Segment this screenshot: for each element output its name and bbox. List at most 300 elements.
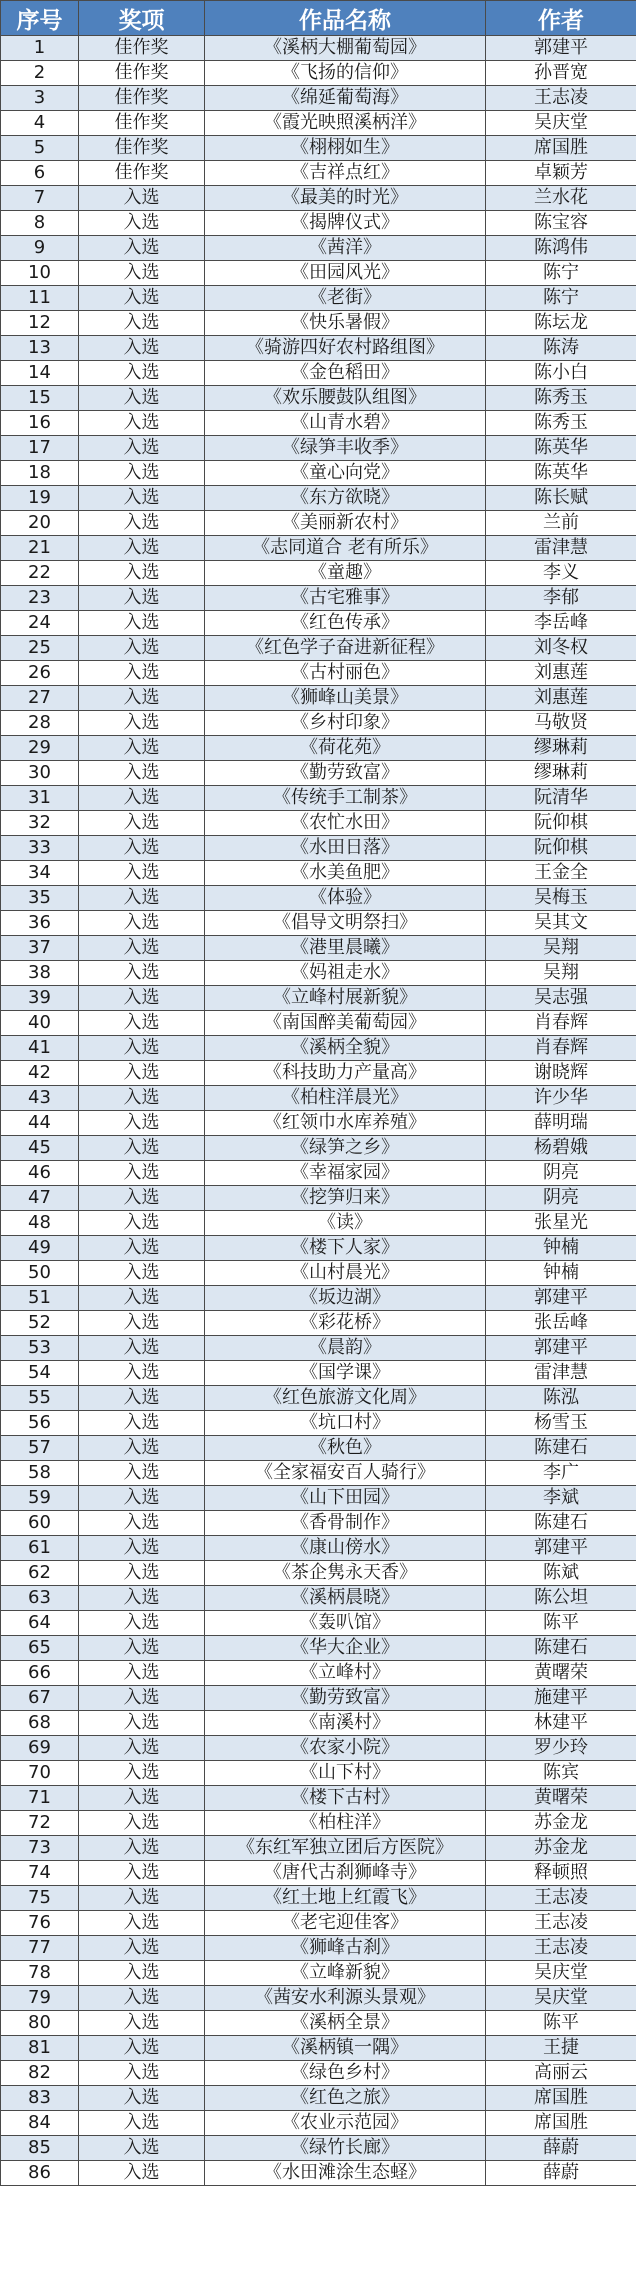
cell-title: 《田园风光》 bbox=[205, 261, 486, 286]
cell-index: 68 bbox=[1, 1711, 79, 1736]
table-row bbox=[1, 786, 636, 811]
cell-title: 《体验》 bbox=[205, 886, 486, 911]
cell-title: 《狮峰古刹》 bbox=[205, 1936, 486, 1961]
table-row bbox=[1, 2011, 636, 2036]
cell-award: 入选 bbox=[79, 486, 205, 511]
cell-author: 薛蔚 bbox=[486, 2136, 636, 2161]
table-row bbox=[1, 186, 636, 211]
cell-title: 《绵延葡萄海》 bbox=[205, 86, 486, 111]
cell-index: 84 bbox=[1, 2111, 79, 2136]
cell-author: 陈平 bbox=[486, 1611, 636, 1636]
cell-author: 雷津慧 bbox=[486, 536, 636, 561]
cell-title: 《康山傍水》 bbox=[205, 1536, 486, 1561]
table-row bbox=[1, 686, 636, 711]
cell-author: 兰前 bbox=[486, 511, 636, 536]
cell-title: 《红色之旅》 bbox=[205, 2086, 486, 2111]
cell-award: 入选 bbox=[79, 1961, 205, 1986]
cell-title: 《全家福安百人骑行》 bbox=[205, 1461, 486, 1486]
cell-title: 《狮峰山美景》 bbox=[205, 686, 486, 711]
cell-award: 入选 bbox=[79, 1636, 205, 1661]
cell-title: 《古村丽色》 bbox=[205, 661, 486, 686]
cell-title: 《溪柄全景》 bbox=[205, 2011, 486, 2036]
cell-index: 45 bbox=[1, 1136, 79, 1161]
cell-title: 《飞扬的信仰》 bbox=[205, 61, 486, 86]
cell-award: 入选 bbox=[79, 686, 205, 711]
table-row bbox=[1, 1011, 636, 1036]
cell-award: 入选 bbox=[79, 1711, 205, 1736]
cell-index: 14 bbox=[1, 361, 79, 386]
cell-author: 施建平 bbox=[486, 1686, 636, 1711]
cell-author: 刘冬权 bbox=[486, 636, 636, 661]
cell-author: 林建平 bbox=[486, 1711, 636, 1736]
cell-author: 阮仰棋 bbox=[486, 811, 636, 836]
cell-award: 入选 bbox=[79, 1836, 205, 1861]
cell-index: 40 bbox=[1, 1011, 79, 1036]
cell-title: 《红色旅游文化周》 bbox=[205, 1386, 486, 1411]
cell-title: 《茜洋》 bbox=[205, 236, 486, 261]
table-row bbox=[1, 1536, 636, 1561]
cell-award: 入选 bbox=[79, 1186, 205, 1211]
cell-index: 58 bbox=[1, 1461, 79, 1486]
cell-award: 入选 bbox=[79, 886, 205, 911]
cell-index: 80 bbox=[1, 2011, 79, 2036]
table-row bbox=[1, 1036, 636, 1061]
cell-author: 吴志强 bbox=[486, 986, 636, 1011]
cell-title: 《勤劳致富》 bbox=[205, 1686, 486, 1711]
table-row bbox=[1, 61, 636, 86]
cell-title: 《港里晨曦》 bbox=[205, 936, 486, 961]
cell-index: 55 bbox=[1, 1386, 79, 1411]
table-row bbox=[1, 336, 636, 361]
cell-award: 入选 bbox=[79, 1036, 205, 1061]
cell-title: 《柏柱洋晨光》 bbox=[205, 1086, 486, 1111]
table-row bbox=[1, 886, 636, 911]
cell-author: 李斌 bbox=[486, 1486, 636, 1511]
cell-title: 《读》 bbox=[205, 1211, 486, 1236]
cell-title: 《东红军独立团后方医院》 bbox=[205, 1836, 486, 1861]
table-row bbox=[1, 2161, 636, 2186]
table-row bbox=[1, 436, 636, 461]
cell-award: 入选 bbox=[79, 861, 205, 886]
cell-author: 李义 bbox=[486, 561, 636, 586]
header-author: 作者 bbox=[486, 1, 636, 36]
cell-award: 入选 bbox=[79, 1111, 205, 1136]
cell-award: 入选 bbox=[79, 561, 205, 586]
table-row bbox=[1, 1361, 636, 1386]
cell-title: 《红领巾水库养殖》 bbox=[205, 1111, 486, 1136]
cell-title: 《茜安水利源头景观》 bbox=[205, 1986, 486, 2011]
cell-award: 入选 bbox=[79, 2111, 205, 2136]
cell-award: 入选 bbox=[79, 211, 205, 236]
cell-award: 入选 bbox=[79, 811, 205, 836]
cell-award: 入选 bbox=[79, 361, 205, 386]
cell-index: 54 bbox=[1, 1361, 79, 1386]
cell-index: 21 bbox=[1, 536, 79, 561]
table-row bbox=[1, 1261, 636, 1286]
cell-index: 83 bbox=[1, 2086, 79, 2111]
cell-index: 4 bbox=[1, 111, 79, 136]
cell-author: 苏金龙 bbox=[486, 1811, 636, 1836]
cell-title: 《晨韵》 bbox=[205, 1336, 486, 1361]
table-row bbox=[1, 1236, 636, 1261]
cell-author: 陈秀玉 bbox=[486, 411, 636, 436]
cell-title: 《吉祥点红》 bbox=[205, 161, 486, 186]
table-row bbox=[1, 936, 636, 961]
table-row bbox=[1, 311, 636, 336]
table-row bbox=[1, 1561, 636, 1586]
cell-author: 陈宾 bbox=[486, 1761, 636, 1786]
table-row bbox=[1, 261, 636, 286]
cell-title: 《农业示范园》 bbox=[205, 2111, 486, 2136]
cell-index: 62 bbox=[1, 1561, 79, 1586]
cell-award: 入选 bbox=[79, 1736, 205, 1761]
cell-index: 7 bbox=[1, 186, 79, 211]
cell-title: 《水田日落》 bbox=[205, 836, 486, 861]
cell-index: 38 bbox=[1, 961, 79, 986]
cell-index: 56 bbox=[1, 1411, 79, 1436]
cell-author: 黄曙荣 bbox=[486, 1661, 636, 1686]
cell-title: 《农忙水田》 bbox=[205, 811, 486, 836]
cell-title: 《老街》 bbox=[205, 286, 486, 311]
cell-title: 《华大企业》 bbox=[205, 1636, 486, 1661]
cell-title: 《彩花桥》 bbox=[205, 1311, 486, 1336]
table-row bbox=[1, 1836, 636, 1861]
cell-title: 《科技助力产量高》 bbox=[205, 1061, 486, 1086]
cell-index: 35 bbox=[1, 886, 79, 911]
table-row bbox=[1, 486, 636, 511]
cell-author: 郭建平 bbox=[486, 1286, 636, 1311]
cell-award: 佳作奖 bbox=[79, 111, 205, 136]
cell-award: 入选 bbox=[79, 1061, 205, 1086]
cell-title: 《挖笋归来》 bbox=[205, 1186, 486, 1211]
cell-index: 23 bbox=[1, 586, 79, 611]
header-row bbox=[1, 1, 636, 36]
cell-author: 席国胜 bbox=[486, 2111, 636, 2136]
cell-title: 《栩栩如生》 bbox=[205, 136, 486, 161]
cell-award: 入选 bbox=[79, 2136, 205, 2161]
cell-author: 薛明瑞 bbox=[486, 1111, 636, 1136]
table-row bbox=[1, 1911, 636, 1936]
cell-award: 入选 bbox=[79, 2061, 205, 2086]
cell-index: 2 bbox=[1, 61, 79, 86]
cell-author: 吴翔 bbox=[486, 936, 636, 961]
cell-title: 《秋色》 bbox=[205, 1436, 486, 1461]
cell-index: 70 bbox=[1, 1761, 79, 1786]
cell-award: 入选 bbox=[79, 1161, 205, 1186]
cell-index: 6 bbox=[1, 161, 79, 186]
table-row bbox=[1, 811, 636, 836]
table-row bbox=[1, 1286, 636, 1311]
cell-title: 《乡村印象》 bbox=[205, 711, 486, 736]
cell-award: 入选 bbox=[79, 1436, 205, 1461]
cell-award: 入选 bbox=[79, 1311, 205, 1336]
cell-award: 入选 bbox=[79, 1486, 205, 1511]
cell-author: 王志凌 bbox=[486, 1936, 636, 1961]
cell-title: 《最美的时光》 bbox=[205, 186, 486, 211]
table-row bbox=[1, 986, 636, 1011]
cell-author: 释顿照 bbox=[486, 1861, 636, 1886]
cell-award: 入选 bbox=[79, 586, 205, 611]
cell-award: 入选 bbox=[79, 1561, 205, 1586]
cell-award: 入选 bbox=[79, 1336, 205, 1361]
cell-author: 陈宝容 bbox=[486, 211, 636, 236]
cell-title: 《古宅雅事》 bbox=[205, 586, 486, 611]
cell-title: 《溪柄镇一隅》 bbox=[205, 2036, 486, 2061]
cell-index: 39 bbox=[1, 986, 79, 1011]
cell-award: 入选 bbox=[79, 1211, 205, 1236]
cell-author: 陈建石 bbox=[486, 1511, 636, 1536]
cell-title: 《绿笋之乡》 bbox=[205, 1136, 486, 1161]
cell-author: 李广 bbox=[486, 1461, 636, 1486]
cell-index: 53 bbox=[1, 1336, 79, 1361]
cell-author: 陈英华 bbox=[486, 461, 636, 486]
cell-title: 《快乐暑假》 bbox=[205, 311, 486, 336]
cell-award: 入选 bbox=[79, 1811, 205, 1836]
cell-title: 《红色传承》 bbox=[205, 611, 486, 636]
cell-title: 《绿色乡村》 bbox=[205, 2061, 486, 2086]
table-row bbox=[1, 236, 636, 261]
cell-index: 19 bbox=[1, 486, 79, 511]
cell-title: 《欢乐腰鼓队组图》 bbox=[205, 386, 486, 411]
cell-index: 30 bbox=[1, 761, 79, 786]
cell-author: 陈小白 bbox=[486, 361, 636, 386]
cell-title: 《立峰新貌》 bbox=[205, 1961, 486, 1986]
cell-author: 肖春辉 bbox=[486, 1011, 636, 1036]
cell-index: 59 bbox=[1, 1486, 79, 1511]
cell-index: 5 bbox=[1, 136, 79, 161]
cell-author: 陈宁 bbox=[486, 286, 636, 311]
cell-award: 入选 bbox=[79, 761, 205, 786]
cell-index: 37 bbox=[1, 936, 79, 961]
cell-index: 33 bbox=[1, 836, 79, 861]
cell-index: 18 bbox=[1, 461, 79, 486]
cell-title: 《南溪村》 bbox=[205, 1711, 486, 1736]
table-row bbox=[1, 411, 636, 436]
table-row bbox=[1, 1986, 636, 2011]
cell-index: 26 bbox=[1, 661, 79, 686]
table-row bbox=[1, 1161, 636, 1186]
cell-title: 《童心向党》 bbox=[205, 461, 486, 486]
table-header bbox=[1, 1, 636, 36]
cell-title: 《香骨制作》 bbox=[205, 1511, 486, 1536]
cell-award: 入选 bbox=[79, 836, 205, 861]
cell-author: 陈坛龙 bbox=[486, 311, 636, 336]
cell-author: 阴亮 bbox=[486, 1161, 636, 1186]
cell-author: 吴庆堂 bbox=[486, 111, 636, 136]
table-row bbox=[1, 1086, 636, 1111]
cell-index: 9 bbox=[1, 236, 79, 261]
cell-index: 81 bbox=[1, 2036, 79, 2061]
table-row bbox=[1, 1736, 636, 1761]
cell-title: 《勤劳致富》 bbox=[205, 761, 486, 786]
cell-award: 入选 bbox=[79, 1086, 205, 1111]
cell-author: 王捷 bbox=[486, 2036, 636, 2061]
cell-author: 郭建平 bbox=[486, 1336, 636, 1361]
cell-award: 入选 bbox=[79, 461, 205, 486]
cell-award: 入选 bbox=[79, 911, 205, 936]
cell-title: 《溪柄晨晓》 bbox=[205, 1586, 486, 1611]
cell-award: 佳作奖 bbox=[79, 136, 205, 161]
cell-author: 陈长赋 bbox=[486, 486, 636, 511]
table-row bbox=[1, 211, 636, 236]
cell-title: 《柏柱洋》 bbox=[205, 1811, 486, 1836]
cell-index: 86 bbox=[1, 2161, 79, 2186]
table-row bbox=[1, 611, 636, 636]
table-row bbox=[1, 1661, 636, 1686]
cell-award: 入选 bbox=[79, 711, 205, 736]
cell-author: 缪琳莉 bbox=[486, 736, 636, 761]
cell-award: 入选 bbox=[79, 1911, 205, 1936]
cell-author: 陈平 bbox=[486, 2011, 636, 2036]
table-row bbox=[1, 536, 636, 561]
cell-award: 入选 bbox=[79, 1236, 205, 1261]
cell-index: 75 bbox=[1, 1886, 79, 1911]
cell-index: 74 bbox=[1, 1861, 79, 1886]
cell-index: 41 bbox=[1, 1036, 79, 1061]
cell-title: 《绿竹长廊》 bbox=[205, 2136, 486, 2161]
table-row bbox=[1, 2061, 636, 2086]
cell-title: 《骑游四好农村路组图》 bbox=[205, 336, 486, 361]
cell-author: 高丽云 bbox=[486, 2061, 636, 2086]
table-row bbox=[1, 286, 636, 311]
cell-author: 吴庆堂 bbox=[486, 1961, 636, 1986]
cell-title: 《溪柄大棚葡萄园》 bbox=[205, 36, 486, 61]
cell-index: 43 bbox=[1, 1086, 79, 1111]
cell-author: 谢晓辉 bbox=[486, 1061, 636, 1086]
cell-award: 入选 bbox=[79, 1286, 205, 1311]
cell-title: 《红土地上红霞飞》 bbox=[205, 1886, 486, 1911]
cell-title: 《传统手工制茶》 bbox=[205, 786, 486, 811]
cell-award: 入选 bbox=[79, 286, 205, 311]
cell-award: 入选 bbox=[79, 1861, 205, 1886]
table-row bbox=[1, 461, 636, 486]
cell-author: 陈英华 bbox=[486, 436, 636, 461]
cell-index: 16 bbox=[1, 411, 79, 436]
cell-award: 佳作奖 bbox=[79, 161, 205, 186]
cell-index: 61 bbox=[1, 1536, 79, 1561]
cell-author: 刘惠莲 bbox=[486, 686, 636, 711]
header-index: 序号 bbox=[1, 1, 79, 36]
cell-author: 陈建石 bbox=[486, 1636, 636, 1661]
cell-award: 入选 bbox=[79, 2011, 205, 2036]
cell-index: 3 bbox=[1, 86, 79, 111]
cell-index: 63 bbox=[1, 1586, 79, 1611]
table-row bbox=[1, 1511, 636, 1536]
cell-author: 陈建石 bbox=[486, 1436, 636, 1461]
cell-index: 8 bbox=[1, 211, 79, 236]
cell-author: 陈鸿伟 bbox=[486, 236, 636, 261]
cell-award: 入选 bbox=[79, 936, 205, 961]
cell-award: 入选 bbox=[79, 611, 205, 636]
cell-index: 77 bbox=[1, 1936, 79, 1961]
cell-award: 入选 bbox=[79, 736, 205, 761]
cell-author: 兰水花 bbox=[486, 186, 636, 211]
cell-title: 《农家小院》 bbox=[205, 1736, 486, 1761]
cell-index: 82 bbox=[1, 2061, 79, 2086]
cell-title: 《荷花苑》 bbox=[205, 736, 486, 761]
cell-author: 陈涛 bbox=[486, 336, 636, 361]
table-row bbox=[1, 1811, 636, 1836]
cell-title: 《唐代古刹狮峰寺》 bbox=[205, 1861, 486, 1886]
header-award: 奖项 bbox=[79, 1, 205, 36]
cell-author: 陈泓 bbox=[486, 1386, 636, 1411]
cell-author: 李岳峰 bbox=[486, 611, 636, 636]
cell-author: 王志凌 bbox=[486, 1911, 636, 1936]
table-row bbox=[1, 836, 636, 861]
cell-title: 《东方欲晓》 bbox=[205, 486, 486, 511]
cell-award: 入选 bbox=[79, 2036, 205, 2061]
table-row bbox=[1, 1211, 636, 1236]
table-row bbox=[1, 911, 636, 936]
cell-index: 27 bbox=[1, 686, 79, 711]
cell-author: 刘惠莲 bbox=[486, 661, 636, 686]
cell-award: 入选 bbox=[79, 261, 205, 286]
cell-title: 《水田滩涂生态蛏》 bbox=[205, 2161, 486, 2186]
cell-index: 66 bbox=[1, 1661, 79, 1686]
cell-award: 入选 bbox=[79, 511, 205, 536]
cell-title: 《坂边湖》 bbox=[205, 1286, 486, 1311]
cell-award: 入选 bbox=[79, 1411, 205, 1436]
table-row bbox=[1, 2111, 636, 2136]
cell-award: 入选 bbox=[79, 1011, 205, 1036]
cell-title: 《水美鱼肥》 bbox=[205, 861, 486, 886]
cell-author: 阮清华 bbox=[486, 786, 636, 811]
cell-author: 阴亮 bbox=[486, 1186, 636, 1211]
table-row bbox=[1, 1311, 636, 1336]
cell-award: 入选 bbox=[79, 1761, 205, 1786]
cell-award: 入选 bbox=[79, 1661, 205, 1686]
table-row bbox=[1, 1186, 636, 1211]
table-row bbox=[1, 1611, 636, 1636]
cell-index: 11 bbox=[1, 286, 79, 311]
cell-index: 60 bbox=[1, 1511, 79, 1536]
cell-title: 《美丽新农村》 bbox=[205, 511, 486, 536]
cell-author: 李郁 bbox=[486, 586, 636, 611]
cell-title: 《楼下人家》 bbox=[205, 1236, 486, 1261]
cell-index: 46 bbox=[1, 1161, 79, 1186]
cell-index: 85 bbox=[1, 2136, 79, 2161]
cell-index: 31 bbox=[1, 786, 79, 811]
cell-author: 杨雪玉 bbox=[486, 1411, 636, 1436]
cell-index: 28 bbox=[1, 711, 79, 736]
cell-award: 入选 bbox=[79, 961, 205, 986]
cell-award: 佳作奖 bbox=[79, 61, 205, 86]
cell-author: 吴翔 bbox=[486, 961, 636, 986]
cell-index: 73 bbox=[1, 1836, 79, 1861]
table-row bbox=[1, 736, 636, 761]
cell-award: 入选 bbox=[79, 1986, 205, 2011]
cell-author: 吴梅玉 bbox=[486, 886, 636, 911]
cell-author: 陈秀玉 bbox=[486, 386, 636, 411]
cell-title: 《志同道合 老有所乐》 bbox=[205, 536, 486, 561]
cell-author: 钟楠 bbox=[486, 1261, 636, 1286]
cell-award: 入选 bbox=[79, 1586, 205, 1611]
table-row bbox=[1, 1486, 636, 1511]
cell-title: 《山下村》 bbox=[205, 1761, 486, 1786]
cell-index: 78 bbox=[1, 1961, 79, 1986]
cell-award: 入选 bbox=[79, 1261, 205, 1286]
cell-index: 29 bbox=[1, 736, 79, 761]
cell-title: 《山青水碧》 bbox=[205, 411, 486, 436]
table-row bbox=[1, 561, 636, 586]
cell-award: 入选 bbox=[79, 386, 205, 411]
cell-author: 钟楠 bbox=[486, 1236, 636, 1261]
cell-award: 入选 bbox=[79, 1686, 205, 1711]
cell-author: 阮仰棋 bbox=[486, 836, 636, 861]
cell-index: 34 bbox=[1, 861, 79, 886]
cell-award: 入选 bbox=[79, 411, 205, 436]
cell-award: 入选 bbox=[79, 1786, 205, 1811]
